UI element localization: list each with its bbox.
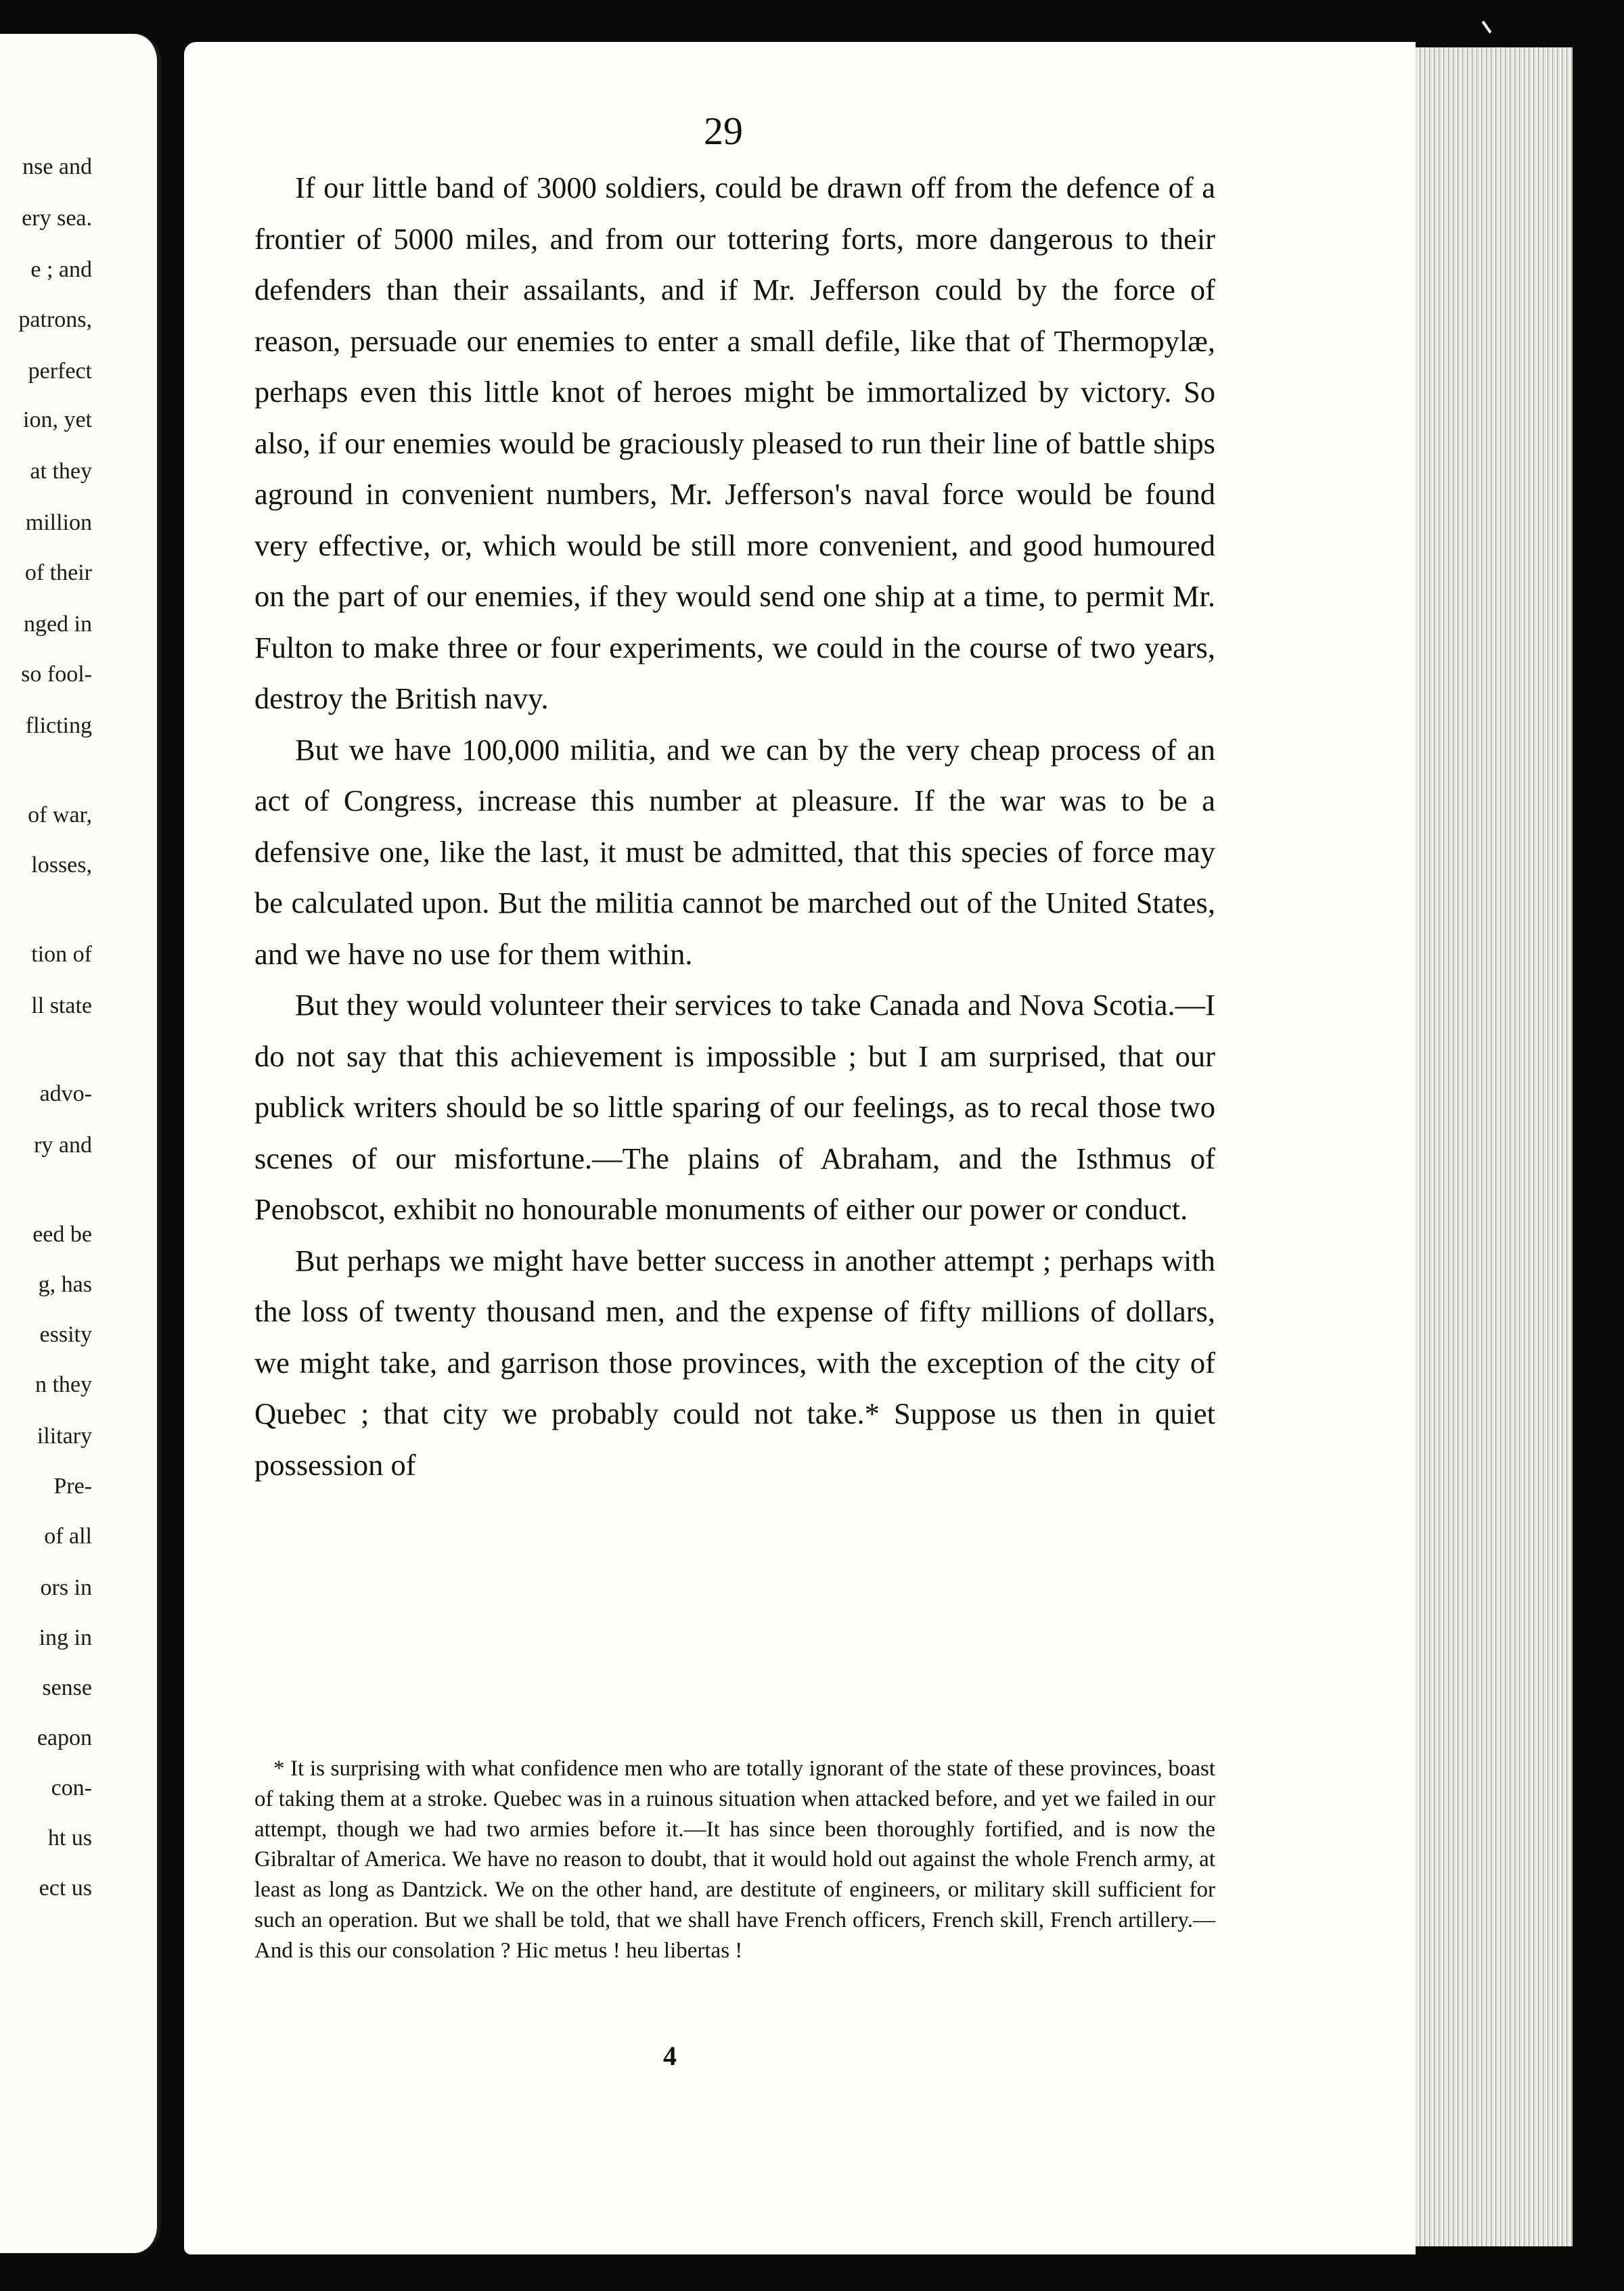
facing-page-line: essity (39, 1322, 92, 1347)
facing-page-line: of their (24, 560, 92, 585)
body-text (254, 162, 1215, 1491)
facing-page-line: ect us (39, 1876, 92, 1901)
paragraph-2: But we have 100,000 militia, and we can by the very cheap process of an act of Congress, increase this number at pleasure. If the war was to be a defensive one, like the last, it must be admitted, that this species of force may be calculated upon. But the militia cannot be marched out of the United States, and we have no use for them within. (254, 732, 1215, 971)
facing-page-line: advo- (39, 1081, 92, 1106)
facing-page-line: nse and (22, 154, 92, 179)
facing-page-line: nged in (23, 612, 92, 637)
facing-page-line: ery sea. (22, 206, 92, 231)
facing-page-line: ll state (31, 993, 92, 1018)
facing-page-line: of all (44, 1524, 92, 1549)
facing-page-line: ing in (39, 1625, 92, 1650)
facing-page-line: flicting (25, 713, 92, 738)
facing-page-line: con- (51, 1775, 92, 1800)
facing-page (0, 34, 161, 2253)
facing-page-line: ilitary (37, 1424, 92, 1449)
facing-page-line: patrons, (18, 307, 92, 332)
facing-page-line: perfect (28, 359, 92, 384)
facing-page-line: ry and (34, 1133, 92, 1158)
corner-mark (1482, 21, 1492, 34)
signature-mark: 4 (663, 2041, 677, 2071)
page-number: 29 (704, 109, 743, 153)
facing-page-line: of war, (28, 802, 92, 827)
facing-page-line: Pre- (53, 1474, 92, 1499)
paragraph-3: But they would volunteer their services to take Canada and Nova Scotia.—I do not say that this achievement is impossible ; but I am surprised, that our publick writers should be so little sparing of our feelings, as to recal those two scenes of our misfortune.—The plains of Abraham, and the Isthmus of Penobscot, exhibit no honourable monuments of either our power or conduct. (254, 988, 1215, 1226)
facing-page-line: tion of (31, 942, 92, 967)
facing-page-line: sense (42, 1675, 92, 1700)
facing-page-line: eed be (32, 1222, 92, 1247)
paragraph-4: But perhaps we might have better success in another attempt ; perhaps with the loss of twenty thousand men, and the expense of fifty millions of dollars, we might take, and garrison those provinces, with the exception of the city of Quebec ; that city we probably could not take.* Suppose us then in quiet possession of (254, 1243, 1215, 1482)
facing-page-line: eapon (37, 1725, 92, 1750)
facing-page-line: ors in (40, 1575, 92, 1600)
facing-page-line: g, has (38, 1272, 92, 1297)
facing-page-line: n they (35, 1372, 92, 1397)
facing-page-line: ht us (47, 1825, 92, 1851)
facing-page-line: at they (30, 459, 92, 484)
facing-page-line: million (25, 510, 92, 535)
facing-page-line: losses, (31, 853, 92, 878)
paragraph-1: If our little band of 3000 soldiers, could be drawn off from the defence of a frontier of 5000 miles, and from our tottering forts, more dangerous to their defenders than their assailants, and if Mr. Jefferson could by the force of reason, persuade our enemies to enter a small defile, like that of Thermopylæ, perhaps even this little knot of heroes might be immortalized by victory. So also, if our enemies would be graciously pleased to run their line of battle ships aground in convenient numbers, Mr. Jefferson's naval force would be found very effective, or, which would be still more convenient, and good humoured on the part of our enemies, if they would send one ship at a time, to permit Mr. Fulton to make three or four experiments, we could in the course of two years, destroy the British navy. (254, 171, 1215, 715)
facing-page-line: e ; and (30, 257, 92, 282)
facing-page-line: so fool- (21, 662, 92, 687)
facing-page-line: ion, yet (23, 407, 92, 432)
footnote-text: * It is surprising with what confidence men who are totally ignorant of the state of these provinces, boast of taking them at a stroke. Quebec was in a ruinous situation when attacked before, and yet we failed in our attempt, though we had two armies before it.—It has since been thoroughly fortified, and is now the Gibraltar of America. We have no reason to doubt, that it would hold out against the whole French army, at least as long as Dantzick. We on the other hand, are destitute of engineers, or military skill sufficient for such an operation. But we shall be told, that we shall have French officers, French skill, French artillery.—And is this our consolation ? Hic metus ! heu libertas ! (254, 1756, 1215, 1963)
page-edges (1401, 47, 1573, 2246)
footnote (254, 1754, 1215, 1966)
